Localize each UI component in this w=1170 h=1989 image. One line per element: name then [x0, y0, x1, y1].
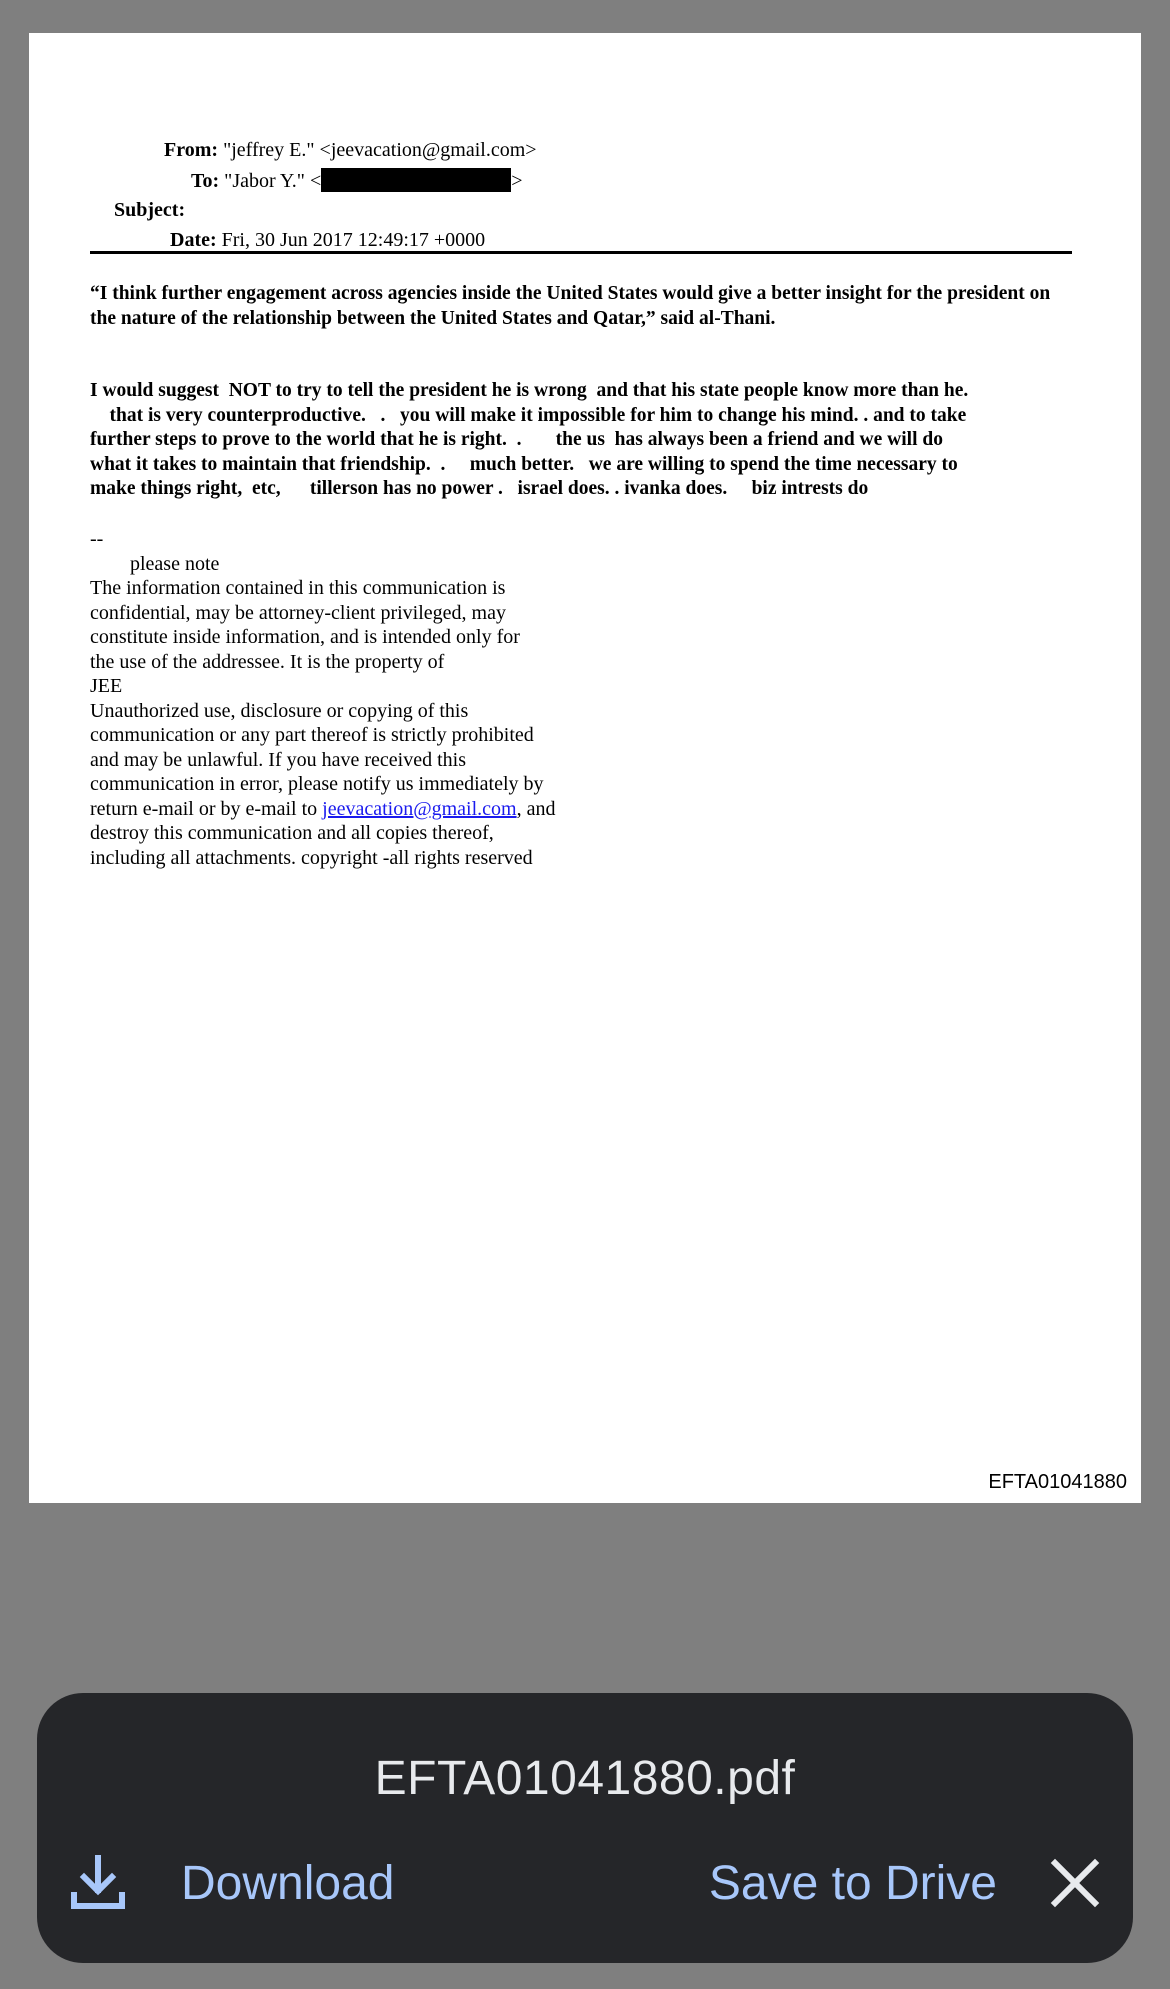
- date-value: Fri, 30 Jun 2017 12:49:17 +0000: [221, 229, 486, 251]
- close-button[interactable]: [1047, 1855, 1103, 1911]
- download-icon: [67, 1852, 129, 1914]
- date-line: [170, 228, 485, 252]
- signature-dashes: --: [90, 528, 104, 550]
- redaction-block: [321, 168, 511, 192]
- close-icon: [1047, 1855, 1103, 1911]
- to-suffix: >: [511, 170, 523, 192]
- header-divider: [90, 251, 1072, 254]
- subject-label: Subject:: [114, 199, 186, 221]
- subject-line: [114, 198, 185, 222]
- from-label: From:: [164, 139, 219, 161]
- from-line: [164, 138, 537, 162]
- email-body: I would suggest NOT to try to tell the president he is wrong and that his state people know more than he. that is very counterproductive. . you will make it impossible for him to change his mind. . and to take further steps to prove to the world that he is right. . the us has always been a friend and we will do what it takes to maintain that friendship. . much better. we are willing to spend the time necessary to make things right, etc, tillerson has no power . israel does. . ivanka does. biz intrests do: [90, 380, 969, 500]
- from-value: "jeffrey E." <jeevacation@gmail.com>: [223, 139, 537, 161]
- download-sheet: [37, 1693, 1133, 1963]
- email-link[interactable]: jeevacation@gmail.com: [322, 797, 517, 820]
- download-label: Download: [181, 1856, 395, 1910]
- disclaimer-text-2: , and destroy this communication and all copies thereof, including all attachments. copyright -all rights reserved: [90, 797, 556, 869]
- to-label: To:: [191, 170, 220, 192]
- disclaimer-text-1: The information contained in this communication is confidential, may be attorney-client privileged, may constitute inside information, and is intended only for the use of the addressee. It is the property of JEE Unauthorized use, disclosure or copying of this communication or any part thereof is strictly prohibited and may be unlawful. If you have received this communication in error, please notify us immediately by return e-mail or by e-mail to: [90, 577, 544, 820]
- bates-stamp: EFTA01041880: [988, 1471, 1127, 1493]
- signature-block: [90, 527, 610, 870]
- save-to-drive-button[interactable]: Save to Drive: [708, 1856, 997, 1910]
- file-name: EFTA01041880.pdf: [374, 1752, 796, 1805]
- pdf-page: [29, 33, 1141, 1503]
- date-label: Date:: [170, 229, 217, 251]
- signature-note: please note: [90, 552, 220, 575]
- to-line: [191, 168, 523, 193]
- download-button[interactable]: [67, 1843, 394, 1923]
- quoted-statement: “I think further engagement across agencies inside the United States would give a better insight for the president on the nature of the relationship between the United States and Qatar,” said al-Thani.: [90, 283, 1051, 329]
- to-prefix: "Jabor Y." <: [224, 170, 322, 192]
